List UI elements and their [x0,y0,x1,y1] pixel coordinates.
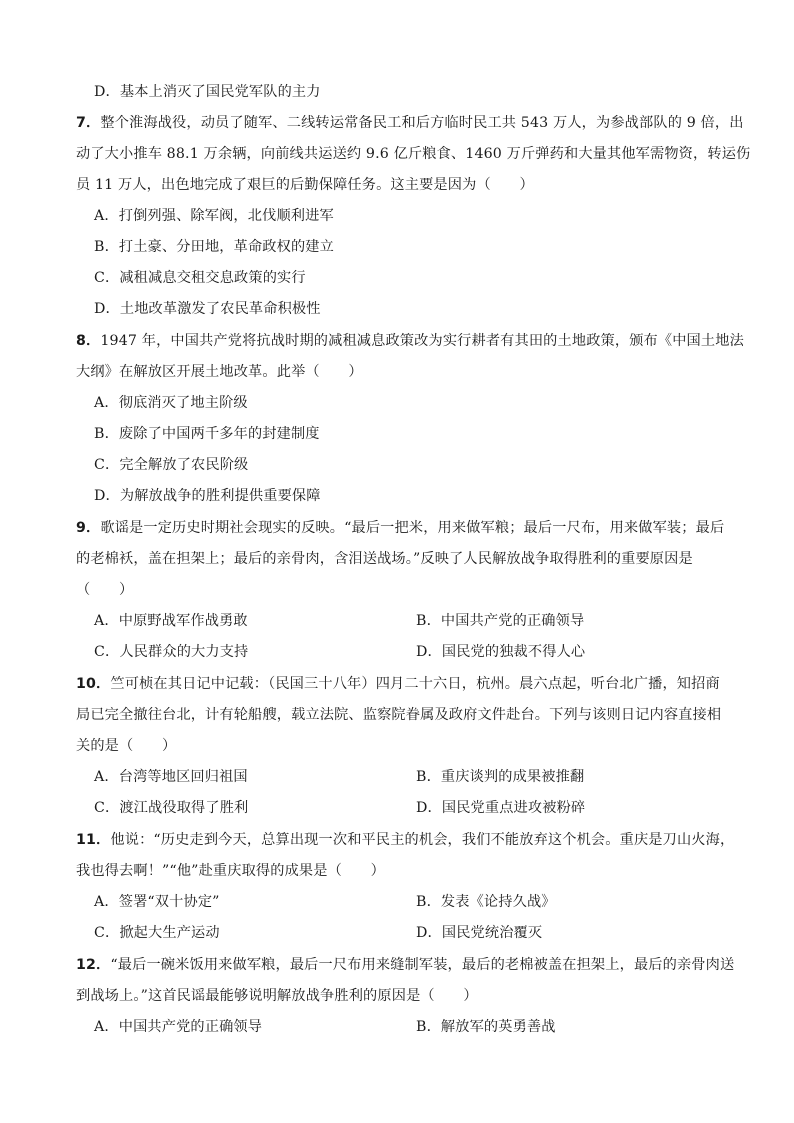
q10-option-a: A．台湾等地区回归祖国 [94,769,248,785]
q10-option-d: D．国民党重点进攻被粉碎 [416,800,586,816]
question-number: 11． [76,832,111,848]
question-7 [76,113,744,133]
question-7-text: 动了大小推车 88.1 万余辆，向前线共运送约 9.6 亿斤粮食、1460 万斤弹药和大量其他军需物资，转运伤 [76,146,751,162]
q9-option-c: C．人民群众的大力支持 [94,644,249,660]
q11-option-c: C．掀起大生产运动 [94,925,220,941]
question-text: 他说：“历史走到今天，总算出现一次和平民主的机会，我们不能放弃这个机会。重庆是刀山火海， [110,832,735,848]
question-7-text: 员 11 万人，出色地完成了艰巨的后勤保障任务。这主要是因为（ ） [76,177,534,193]
question-9-text: （ ） [76,582,134,598]
question-8-text: 大纲》在解放区开展土地改革。此举（ ） [76,364,363,380]
q8-option-d: D．为解放战争的胜利提供重要保障 [94,488,321,504]
q9-option-b: B．中国共产党的正确领导 [416,613,585,629]
q12-option-b: B．解放军的英勇善战 [416,1019,556,1035]
question-text: “最后一碗米饭用来做军粮，最后一尺布用来缝制军装，最后的老棉被盖在担架上，最后的亲骨肉送 [110,957,735,973]
question-10-text: 关的是（ ） [76,738,177,754]
q8-option-a: A．彻底消灭了地主阶级 [94,395,248,411]
q8-option-c: C．完全解放了农民阶级 [94,457,249,473]
question-text: 竺可桢在其日记中记载：（民国三十八年）四月二十六日，杭州。晨六点起，听台北广播，知招商 [110,676,720,692]
q8-option-b: B．废除了中国两千多年的封建制度 [94,426,320,442]
question-12 [76,955,734,975]
question-text: 歌谣是一定历史时期社会现实的反映。“最后一把米，用来做军粮；最后一尺布，用来做军装；最后 [100,520,725,536]
q10-option-c: C．渡江战役取得了胜利 [94,800,249,816]
q10-option-b: B．重庆谈判的成果被推翻 [416,769,585,785]
q9-option-d: D．国民党的独裁不得人心 [416,644,586,660]
question-11 [76,830,734,850]
q11-option-b: B．发表《论持久战》 [416,894,556,910]
q6-option-d: D．基本上消灭了国民党军队的主力 [94,84,321,100]
q12-option-a: A．中国共产党的正确领导 [94,1019,263,1035]
question-9 [76,518,724,538]
question-9-text: 的老棉袄，盖在担架上；最后的亲骨肉，含泪送战场。”反映了人民解放战争取得胜利的重要原因是 [76,551,693,567]
q11-option-d: D．国民党统治覆灭 [416,925,543,941]
question-number: 9． [76,520,101,536]
question-number: 8． [76,333,101,349]
q7-option-b: B．打土豪、分田地，革命政权的建立 [94,239,334,255]
question-text: 1947 年，中国共产党将抗战时期的减租减息政策改为实行耕者有其田的土地政策，颁布《中国土地法 [100,333,744,349]
q9-option-a: A．中原野战军作战勇敢 [94,613,248,629]
question-11-text: 我也得去啊！”“他”赴重庆取得的成果是（ ） [76,863,385,879]
question-text: 整个淮海战役，动员了随军、二线转运常备民工和后方临时民工共 543 万人，为参战部队的 9 倍，出 [100,115,744,131]
question-8 [76,331,744,351]
q7-option-a: A．打倒列强、除军阀，北伐顺利进军 [94,208,334,224]
question-number: 12． [76,957,111,973]
question-10 [76,674,720,694]
q7-option-d: D．土地改革激发了农民革命积极性 [94,301,321,317]
question-number: 7． [76,115,101,131]
q7-option-c: C．减租减息交租交息政策的实行 [94,270,306,286]
q11-option-a: A．签署“双十协定” [94,894,220,910]
question-number: 10． [76,676,111,692]
question-12-text: 到战场上。”这首民谣最能够说明解放战争胜利的原因是（ ） [76,988,478,1004]
question-10-text: 局已完全撤往台北，计有轮船艘，载立法院、监察院眷属及政府文件赴台。下列与该则日记内容直接相 [76,707,722,723]
